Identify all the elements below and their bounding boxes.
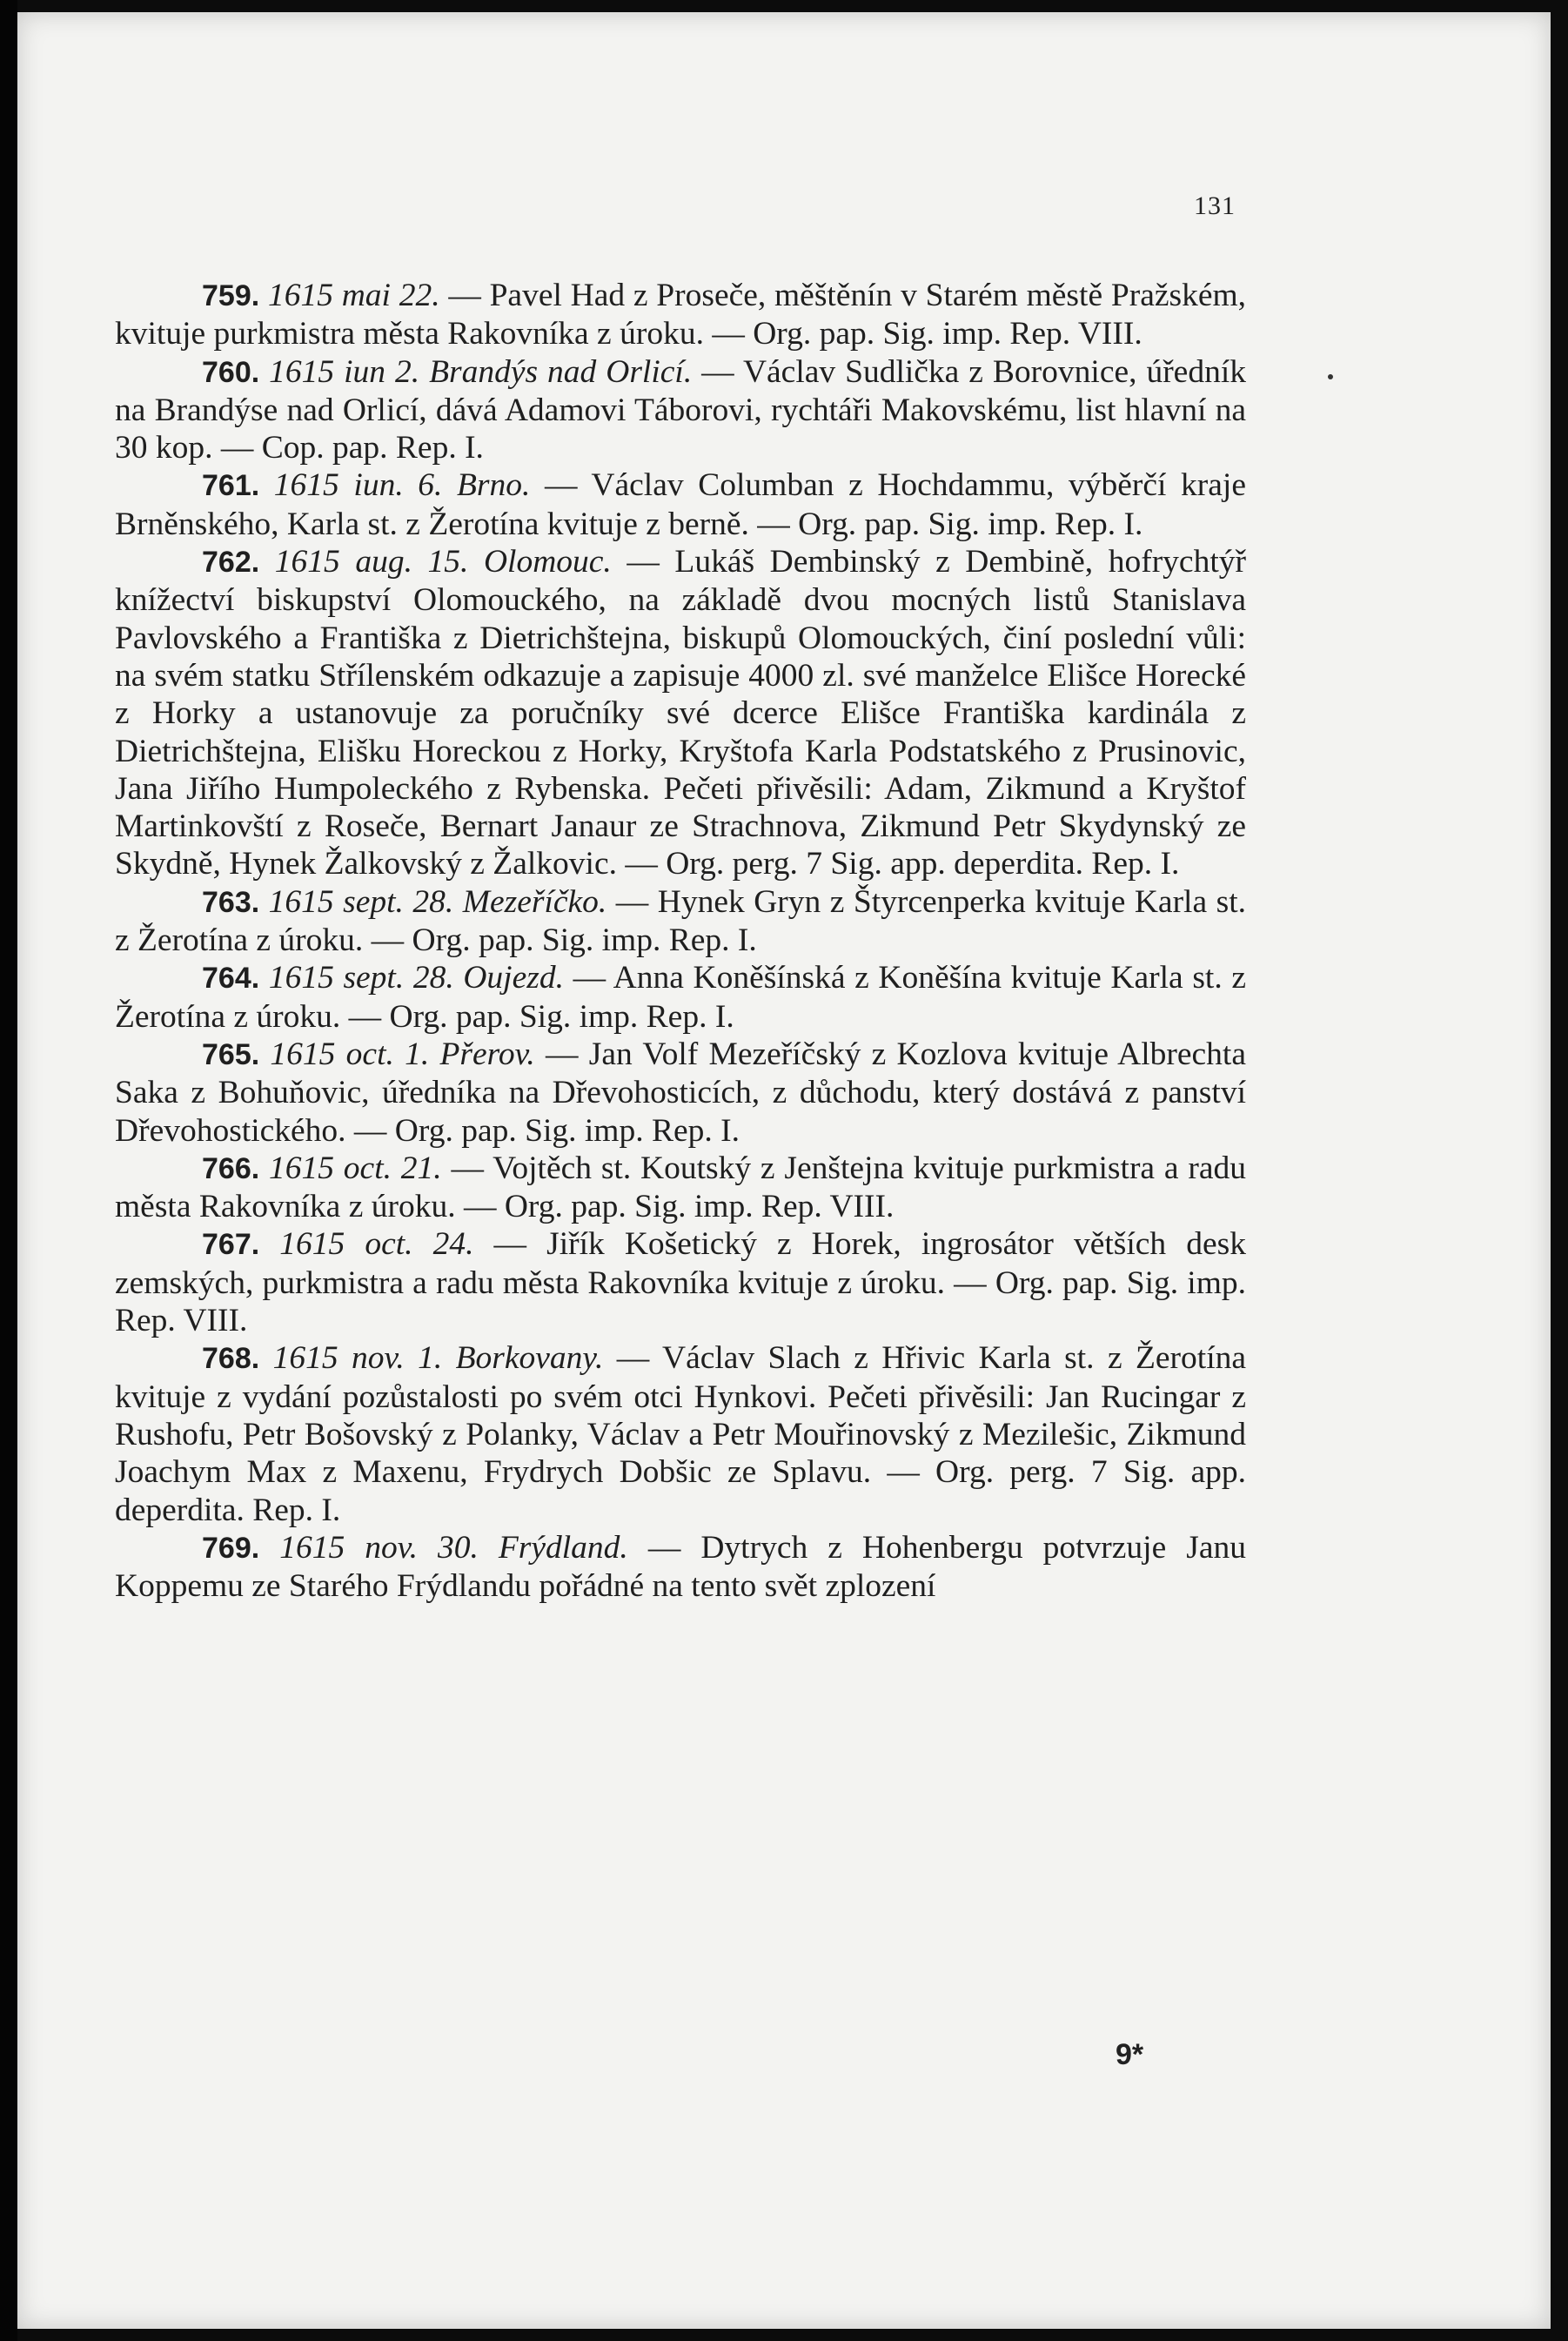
entry-number: 763. [202,885,260,919]
entry-date: 1615 nov. 30. Frýdland. [259,1529,628,1566]
entry-number: 766. [202,1151,260,1185]
entry-text: — Pavel Had z Proseče, měštěnín v Starém městě Pražském, kvituje purkmistra města Rakovníka z úroku. — Org. pap. Sig. imp. Rep. VIII. [115,278,1247,352]
regest-text-block [115,277,1246,1605]
entry-text: — Hynek Gryn z Štyrcenperka kvituje Karla st. z Žerotína z úroku. — Org. pap. Sig. imp. Rep. I. [115,883,1246,959]
entry-date: 1615 oct. 21. [259,1150,442,1186]
entry-date: 1615 nov. 1. Borkovany. [259,1340,604,1377]
entry-date: 1615 aug. 15. Olomouc. [259,544,612,580]
entry-date: 1615 oct. 24. [259,1226,474,1263]
entry-number: 767. [202,1228,260,1262]
page-number: 131 [1194,191,1236,220]
entry-text: — Jan Volf Mezeříčský z Kozlova kvituje Albrechta Saka z Bohuňovic, úředníka na Dřevohosticích, z důchodu, který dostává z panství Dřevohostického. — Org. pap. Sig. imp. Rep. I. [115,1036,1246,1149]
entry-number: 760. [202,355,260,389]
entry-date: 1615 mai 22. [259,278,440,313]
entry-date: 1615 iun 2. Brandýs nad Orlicí. [259,353,693,390]
entry-date: 1615 oct. 1. Přerov. [259,1036,535,1072]
entry-text: — Václav Slach z Hřivic Karla st. z Žerotína kvituje z vydání pozůstalosti po svém otci Hynkovi. Pečeti přivěsili: Jan Rucingar z Rushofu, Petr Bošovský z Polanky, Václav a Petr Mouřinovský z Mezilešic, Zikmund Joachym Max z Maxenu, Frydrych Dobšic ze Splavu. — Org. perg. 7 Sig. app. deperdita. Rep. I. [115,1340,1247,1528]
entry-766 [115,1150,1246,1226]
entry-date: 1615 iun. 6. Brno. [259,467,531,504]
entry-number: 761. [202,469,260,503]
entry-768 [115,1339,1246,1528]
entry-text: — Vojtěch st. Koutský z Jenštejna kvituje purkmistra a radu města Rakovníka z úroku. — Org. pap. Sig. imp. Rep. VIII. [115,1150,1246,1225]
entry-761 [115,466,1246,543]
entry-number: 759. [202,279,260,312]
entry-760 [115,353,1246,467]
entry-text: — Jiřík Košetický z Horek, ingrosátor větších desk zemských, purkmistra a radu města Rakovníka kvituje z úroku. — Org. pap. Sig. imp. Rep. VIII. [115,1226,1246,1339]
entry-text: — Lukáš Dembinský z Dembině, hofrychtýř knížectví biskupství Olomouckého, na základě dvou mocných listů Stanislava Pavlovského a Františka z Dietrichštejna, biskupů Olomouckých, činí poslední vůli: na svém statku Střílenském odkazuje a zapisuje 4000 zl. své manželce Elišce Horecké z Horky a ustanovuje za poručníky své dcerce Elišce Františka kardinála z Dietrichštejna, Elišku Horeckou z Horky, Kryštofa Karla Podstatského z Prusinovic, Jana Jiřího Humpoleckého z Rybenska. Pečeti přivěsili: Adam, Zikmund a Kryštof Martinkovští z Roseče, Bernart Janaur ze Strachnova, Zikmund Petr Skydynský ze Skydně, Hynek Žalkovský z Žalkovic. — Org. perg. 7 Sig. app. deperdita. Rep. I. [115,544,1246,882]
entry-number: 768. [202,1342,260,1376]
scan-speck [1328,374,1333,379]
entry-765 [115,1036,1246,1150]
entry-762 [115,543,1246,883]
scan-left-edge [0,0,17,2341]
entry-text: — Dytrych z Hohenbergu potvrzuje Janu Koppemu ze Starého Frýdlandu pořádné na tento svět zplození [115,1529,1246,1605]
entry-date: 1615 sept. 28. Mezeříčko. [259,883,607,920]
entry-text: — Václav Columban z Hochdammu, výběrčí kraje Brněnského, Karla st. z Žerotína kvituje z berně. — Org. pap. Sig. imp. Rep. I. [115,467,1246,542]
entry-text: — Václav Sudlička z Borovnice, úředník na Brandýse nad Orlicí, dává Adamovi Táborovi, rychtáři Makovskému, list hlavní na 30 kop. — Cop. pap. Rep. I. [115,353,1246,466]
entry-text: — Anna Koněšínská z Koněšína kvituje Karla st. z Žerotína z úroku. — Org. pap. Sig. imp. Rep. I. [115,960,1246,1035]
entry-767 [115,1225,1246,1339]
entry-number: 764. [202,962,260,996]
entry-number: 765. [202,1037,260,1071]
entry-769 [115,1529,1246,1606]
signature-mark: 9* [1116,2038,1144,2071]
entry-763 [115,883,1246,960]
entry-number: 762. [202,546,260,580]
entry-759 [115,277,1246,353]
entry-764 [115,959,1246,1036]
entry-date: 1615 sept. 28. Oujezd. [259,960,564,996]
entry-number: 769. [202,1531,260,1565]
